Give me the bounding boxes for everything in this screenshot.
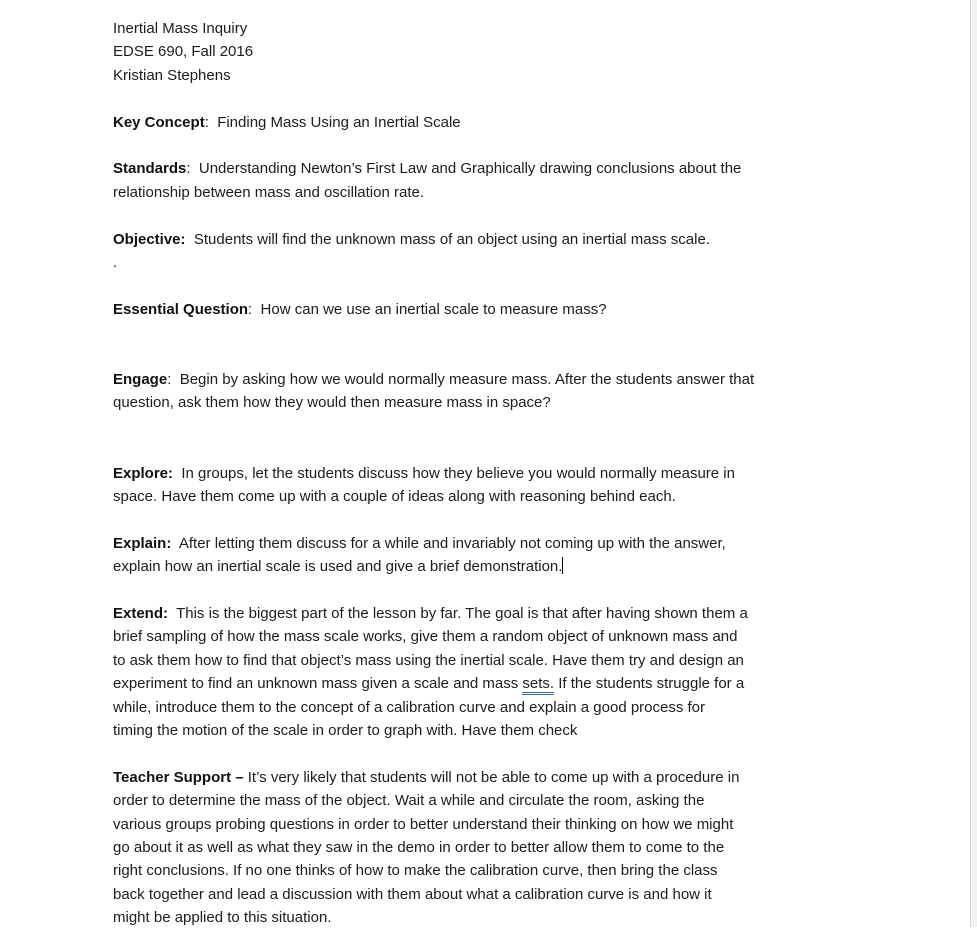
explore-label: Explore: (113, 464, 174, 482)
standards-text: : Understanding Newton’s First Law and Graphically drawing conclusions about the relationship between mass and oscillation rate. (113, 160, 742, 201)
engage-label: Engage (113, 371, 168, 389)
stray-period-line: . (113, 254, 118, 272)
paragraph-key-concept (113, 111, 965, 134)
key-concept-label: Key Concept (113, 113, 205, 131)
essential-question-label: Essential Question (113, 300, 249, 318)
paragraph-standards (113, 157, 965, 204)
scrollbar-track[interactable] (970, 0, 977, 927)
explore-text: In groups, let the students discuss how they believe you would normally measure in space. Have them come up with a couple of ideas along with reasoning behind each. (113, 464, 735, 506)
document-header-block (113, 17, 965, 87)
paragraph-engage (113, 368, 965, 415)
essential-question-text: : How can we use an inertial scale to measure mass? (248, 300, 607, 318)
paragraph-explore (113, 462, 965, 509)
extend-text-before: This is the biggest part of the lesson by far. The goal is that after having shown them a brief sampling of how the mass scale works, give them a random object of unknown mass and to ask them how to find that object’s mass using the inertial scale. Have them try and design an experiment to find an unknown mass given a scale and mass (113, 605, 748, 693)
paragraph-explain (113, 532, 965, 579)
text-cursor (562, 557, 563, 574)
teacher-support-text: It’s very likely that students will not be able to come up with a procedure in order to determine the mass of the object. Wait a while and circulate the room, asking the various groups probing questions in order to better understand their thinking on how we might go about it as well as what they saw in the demo in order to better allow them to come to the right conclusions. If no one thinks of how to make the calibration curve, then bring the class back together and lead a discussion with them about what a calibration curve is and how it might be applied to this situation. (113, 768, 740, 927)
document-title: Inertial Mass Inquiry (113, 20, 248, 37)
extend-text-after: If the students struggle for a while, introduce them to the concept of a calibration curve and explain a good process for timing the motion of the scale in order to graph with. Have them check (113, 675, 745, 740)
key-concept-text: : Finding Mass Using an Inertial Scale (204, 113, 461, 131)
document-page[interactable] (113, 17, 965, 930)
paragraph-extend (113, 602, 965, 742)
course-line: EDSE 690, Fall 2016 (113, 43, 254, 61)
explain-text: After letting them discuss for a while and invariably not coming up with the answer, explain how an inertial scale is used and give a brief demonstration. (113, 534, 726, 576)
paragraph-essential-question (113, 298, 965, 321)
standards-label: Standards (113, 160, 187, 178)
teacher-support-label: Teacher Support – (113, 768, 248, 786)
paragraph-objective (113, 228, 965, 275)
extend-label: Extend: (113, 605, 169, 623)
objective-label: Objective: (113, 230, 186, 248)
author-line: Kristian Stephens (113, 66, 231, 84)
grammar-check-underline: sets. (522, 675, 554, 695)
explain-label: Explain: (113, 534, 172, 552)
engage-text: : Begin by asking how we would normally measure mass. After the students answer that question, ask them how they would then measure mass in space? (113, 371, 755, 412)
objective-text: Students will find the unknown mass of an object using an inertial mass scale. (185, 230, 710, 248)
paragraph-teacher-support (113, 766, 965, 930)
